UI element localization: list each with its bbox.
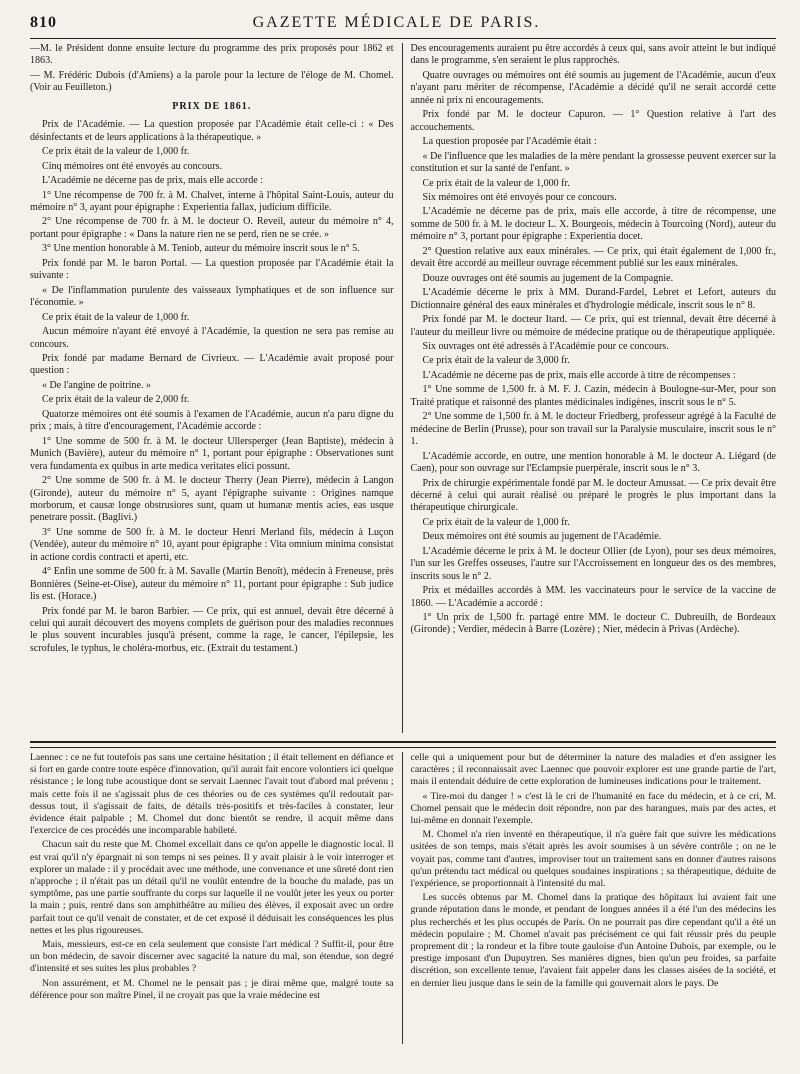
paragraph: 2° Une somme de 1,500 fr. à M. le docteur Friedberg, professeur agrégé à la Faculté de médecine de Berlin (Prusse), pour son travail sur la Paralysie musculaire, inscrit sous le n° 1. bbox=[410, 411, 776, 448]
paragraph: — M. Frédéric Dubois (d'Amiens) a la parole pour la lecture de l'éloge de M. Chomel. (Voir au Feuilleton.) bbox=[30, 69, 394, 94]
paragraph: Six mémoires ont été envoyés pour ce concours. bbox=[422, 191, 617, 203]
paragraph: 4° Enfin une somme de 500 fr. à M. Savalle (Martin Benoît), médecin à Freneuse, près Bonnières (Seine-et-Oise), auteur du mémoire n° 11, portant pour épigraphe : Sub judice lis est. (Horace.) bbox=[30, 566, 394, 603]
paragraph: 1° Un prix de 1,500 fr. partagé entre MM. le docteur C. Dubreuilh, de Bordeaux (Gironde) ; Verdier, médecin à Barre (Lozère) ; Nier, médecin à Privas (Ardèche). bbox=[410, 612, 776, 636]
paragraph: 2° Question relative aux eaux minérales. — Ce prix, qui était également de 1,000 fr., devait être accordé au meilleur ouvrage récemment publié sur les eaux minérales. bbox=[410, 245, 776, 270]
journal-title: GAZETTE MÉDICALE DE PARIS. bbox=[252, 14, 541, 31]
paragraph: Ce prix était de la valeur de 1,000 fr. bbox=[42, 146, 190, 158]
paragraph: Les succès obtenus par M. Chomel dans la pratique des hôpitaux lui avaient fait une grande réputation dans le monde, et pendant de longues années il a été l'un des médecins les plus recherchés et les plus occupés de Paris. On ne pourrait pas dire cependant qu'il a été un médecin populaire ; M. Chomel n'avait pas précisément ce qui fait réussir près du peuple proprement dit ; la rondeur et la fibre toute gauloise d'un Antoine Dubois, par exemple, ou le prestige imposant d'un Dupuytren. Ses manières dignes, bien qu'un peu froides, sa parfaite discrétion, son excellente tenue, l'avaient fait appeler dans les classes aisées de la société, et en dernier lieu jusque dans le sein de la famille qui gouvernait alors le pays. De bbox=[410, 892, 776, 989]
paragraph: Prix fondé par M. le baron Portal. — La question proposée par l'Académie était la suivante : bbox=[30, 257, 394, 282]
proceedings-section bbox=[30, 43, 776, 733]
feuilleton-separator bbox=[30, 741, 776, 748]
paragraph: 1° Une somme de 500 fr. à M. le docteur Ullersperger (Jean Baptiste), médecin à Munich (Bavière), auteur du mémoire n° 1, portant pour épigraphe : Observationes sunt vera fundamenta ex quibus in arte medica veritates elici possunt. bbox=[30, 435, 394, 472]
paragraph: « De l'angine de poitrine. » bbox=[42, 379, 151, 391]
paragraph: La question proposée par l'Académie était : bbox=[422, 136, 597, 148]
paragraph: Prix de l'Académie. — La question proposée par l'Académie était celle-ci : « Des désinfectants et de leurs applications à la thérapeutique. » bbox=[30, 119, 394, 143]
page-number: 810 bbox=[30, 14, 57, 31]
paragraph: Prix de chirurgie expérimentale fondé par M. le docteur Amussat. — Ce prix devait être décerné à celui qui aurait réalisé ou préparé le progrès le plus important dans la thérapeutique chirurgicale. bbox=[410, 477, 776, 514]
paragraph: Mais, messieurs, est-ce en cela seulement que consiste l'art médical ? Suffit-il, pour être un bon médecin, de savoir discerner avec sagacité la nature du mal, son étendue, son degré d'intensité et ses suites les plus probables ? bbox=[30, 939, 394, 975]
paragraph: 3° Une somme de 500 fr. à M. le docteur Henri Merland fils, médecin à Luçon (Vendée), auteur du mémoire n° 10, ayant pour épigraphe : Vita omnium minima consistat in actione cordis contracti et aperti, etc. bbox=[30, 526, 394, 563]
paragraph: L'Académie décerne le prix à MM. Durand-Fardel, Lebret et Lefort, auteurs du Dictionnaire général des eaux minérales et d'hydrologie médicale, inscrit sous le n° 8. bbox=[410, 287, 776, 311]
paragraph: Des encouragements auraient pu être accordés à ceux qui, sans avoir atteint le but indiqué dans le programme, s'en seraient le plus rapprochés. bbox=[410, 43, 776, 67]
paragraph: Deux mémoires ont été soumis au jugement de l'Académie. bbox=[422, 531, 662, 543]
paragraph: Prix fondé par madame Bernard de Civrieux. — L'Académie avait proposé pour question : bbox=[30, 352, 394, 377]
paragraph: celle qui a uniquement pour but de déterminer la nature des maladies et d'en assigner les caractères ; il reconnaissait avec Laennec que pouvoir explorer est une grande partie de l'art, mais il entendait déduire de cette exploration de lumineuses indications pour le traitement. bbox=[410, 752, 776, 788]
page-header bbox=[30, 14, 776, 39]
paragraph: 1° Une récompense de 700 fr. à M. Chalvet, interne à l'hôpital Saint-Louis, auteur du mémoire n° 3, ayant pour épigraphe : Experientia fallax, judicium difficile. bbox=[30, 189, 394, 213]
paragraph: « Tire-moi du danger ! » c'est là le cri de l'humanité en face du médecin, et à ce cri, M. Chomel pensait que le médecin doit répondre, non par des harangues, mais par des actes, et lui-même en donnait l'exemple. bbox=[410, 790, 776, 827]
paragraph: Laennec : ce ne fut toutefois pas sans une certaine hésitation ; il était tellement en défiance et si fort en garde contre toute espèce d'innovation, qu'il aurait fait encore volontiers ici quelque résistance ; le long tube acoustique dont se servait Laennec l'avait tout d'abord mal prévenu ; mais cette fois il ne s'agissait plus de ces théories ou de ces systèmes qu'il redoutait par-dessus tout, il s'agissait de faits, de détails très-positifs et très-faciles à constater, leur évidence était palpable ; M. Chomel dut donc bientôt se rendre, il acquit même dans l'exercice de ces procédés une incomparable habileté. bbox=[30, 752, 394, 837]
paragraph: Non assurément, et M. Chomel ne le pensait pas ; je dirai même que, malgré toute sa déférence pour son maître Pinel, il ne croyait pas que la vraie médecine est bbox=[30, 977, 394, 1001]
upper-right-column bbox=[402, 43, 776, 733]
paragraph: « De l'influence que les maladies de la mère pendant la grossesse peuvent exercer sur la constitution et sur la santé de l'enfant. » bbox=[410, 150, 776, 175]
section-heading: PRIX DE 1861. bbox=[172, 100, 252, 112]
paragraph: « De l'inflammation purulente des vaisseaux lymphatiques et de son influence sur l'économie. » bbox=[30, 284, 394, 309]
paragraph: Cinq mémoires ont été envoyés au concours. bbox=[42, 160, 222, 172]
paragraph: —M. le Président donne ensuite lecture du programme des prix proposés pour 1862 et 1863. bbox=[30, 43, 394, 67]
paragraph: L'Académie accorde, en outre, une mention honorable à M. le docteur A. Liégard (de Caen), pour son ouvrage sur l'Eclampsie puerpérale, inscrit sous le n° 3. bbox=[410, 450, 776, 475]
paragraph: 2° Une somme de 500 fr. à M. le docteur Therry (Jean Pierre), médecin à Langon (Gironde), auteur du mémoire n° 5, ayant l'épigraphe suivante : Origines namque morborum, et causæ longe obstrusiores sunt, quam ut humanæ mentis acies, eas usque penetrare possit. (Baglivi.) bbox=[30, 475, 394, 524]
paragraph: L'Académie ne décerne pas de prix, mais elle accorde à titre de récompenses : bbox=[422, 369, 736, 381]
paragraph: Prix et médailles accordés à MM. les vaccinateurs pour le service de la vaccine de 1860. — L'Académie a accordé : bbox=[410, 585, 776, 609]
paragraph: Ce prix était de la valeur de 1,000 fr. bbox=[422, 516, 570, 528]
paragraph: Ce prix était de la valeur de 3,000 fr. bbox=[422, 355, 570, 367]
paragraph: 2° Une récompense de 700 fr. à M. le docteur O. Reveil, auteur du mémoire n° 4, portant pour épigraphe : « Dans la nature rien ne se perd, rien ne se crée. » bbox=[30, 216, 394, 240]
paragraph: Ce prix était de la valeur de 2,000 fr. bbox=[42, 394, 190, 406]
feuilleton-section bbox=[30, 752, 776, 1044]
paragraph: L'Académie décerne le prix à M. le docteur Ollier (de Lyon), pour ses deux mémoires, l'un sur les Greffes osseuses, l'autre sur l'Accroissement en longueur des os des membres, inscrits sous le n° 2. bbox=[410, 545, 776, 582]
paragraph: Prix fondé par M. le baron Barbier. — Ce prix, qui est annuel, devait être décerné à celui qui aurait découvert des moyens complets de guérison pour des maladies reconnues le plus souvent incurables jusqu'à présent, comme la rage, le cancer, l'épilepsie, les scrofules, le typhus, le choléra-morbus, etc. (Extrait du testament.) bbox=[30, 605, 394, 654]
paragraph: M. Chomel n'a rien inventé en thérapeutique, il n'a guère fait que suivre les médications usitées de son temps, mais s'était après les avoir soumises à un sévère contrôle ; on ne le voyait pas, comme tant d'autres, improviser tout un traitement sans en donner d'autres raisons qu'un prétendu tact médical ou quelques soudaines inspirations ; sa thérapeutique, déduite de l'expérience, se proportionnait à l'intensité du mal. bbox=[410, 829, 776, 890]
paragraph: Six ouvrages ont été adressés à l'Académie pour ce concours. bbox=[422, 340, 669, 352]
lower-right-column bbox=[402, 752, 776, 1044]
paragraph: Aucun mémoire n'ayant été envoyé à l'Académie, la question ne sera pas remise au concours. bbox=[30, 326, 394, 350]
paragraph: Ce prix était de la valeur de 1,000 fr. bbox=[422, 177, 570, 189]
lower-left-column bbox=[30, 752, 402, 1044]
paragraph: L'Académie ne décerne pas de prix, mais elle accorde, à titre de récompense, une somme de 500 fr. à M. le docteur L. X. Bourgeois, médecin à Tourcoing (Nord), auteur du mémoire n° 3, portant pour épigraphe : Experientia docet. bbox=[410, 206, 776, 243]
paragraph: Ce prix était de la valeur de 1,000 fr. bbox=[42, 311, 190, 323]
paragraph: Quatre ouvrages ou mémoires ont été soumis au jugement de l'Académie, aucun d'eux n'ayant paru mériter de récompense, l'Académie a décidé qu'il ne serait accordé cette année ni prix ni encouragements. bbox=[410, 69, 776, 106]
paragraph: L'Académie ne décerne pas de prix, mais elle accorde : bbox=[42, 175, 264, 187]
paragraph: 3° Une mention honorable à M. Teniob, auteur du mémoire inscrit sous le n° 5. bbox=[42, 243, 360, 255]
paragraph: Douze ouvrages ont été soumis au jugement de la Compagnie. bbox=[422, 272, 674, 284]
upper-left-column bbox=[30, 43, 402, 733]
paragraph: Prix fondé par M. le docteur Itard. — Ce prix, qui est triennal, devait être décerné à l'auteur du meilleur livre ou mémoire de médecine pratique ou de thérapeutique appliquée. bbox=[410, 314, 776, 338]
paragraph: Prix fondé par M. le docteur Capuron. — 1° Question relative à l'art des accouchements. bbox=[410, 109, 776, 133]
paragraph: Chacun sait du reste que M. Chomel excellait dans ce qu'on appelle le diagnostic local. Il est vrai qu'il n'y épargnait ni son temps ni ses peines. Il y avait plaisir à le voir interroger et explorer un malade : il y procédait avec une méthode, une convenance et une sûreté dont rien n'approche ; il n'était pas un détail qu'il ne voulût entendre de la bouche du malade, pas un symptôme, pas une partie souffrante du corps sur laquelle il ne voulût jeter les yeux ou porter la main ; puis, rentré dans son amphithéâtre au milieu des élèves, il exposait avec un ordre parfait tout ce qu'il venait de constater, et de cet exposé il déduisait les conséquences les plus nettes et les plus rigoureuses. bbox=[30, 839, 394, 936]
paragraph: 1° Une somme de 1,500 fr. à M. F. J. Cazin, médecin à Boulogne-sur-Mer, pour son Traité pratique et raisonné des plantes médicinales indigènes, inscrit sous le n° 5. bbox=[410, 384, 776, 408]
paragraph: Quatorze mémoires ont été soumis à l'examen de l'Académie, aucun n'a paru digne du prix ; mais, à titre d'encouragement, l'Académie accorde : bbox=[30, 408, 394, 433]
